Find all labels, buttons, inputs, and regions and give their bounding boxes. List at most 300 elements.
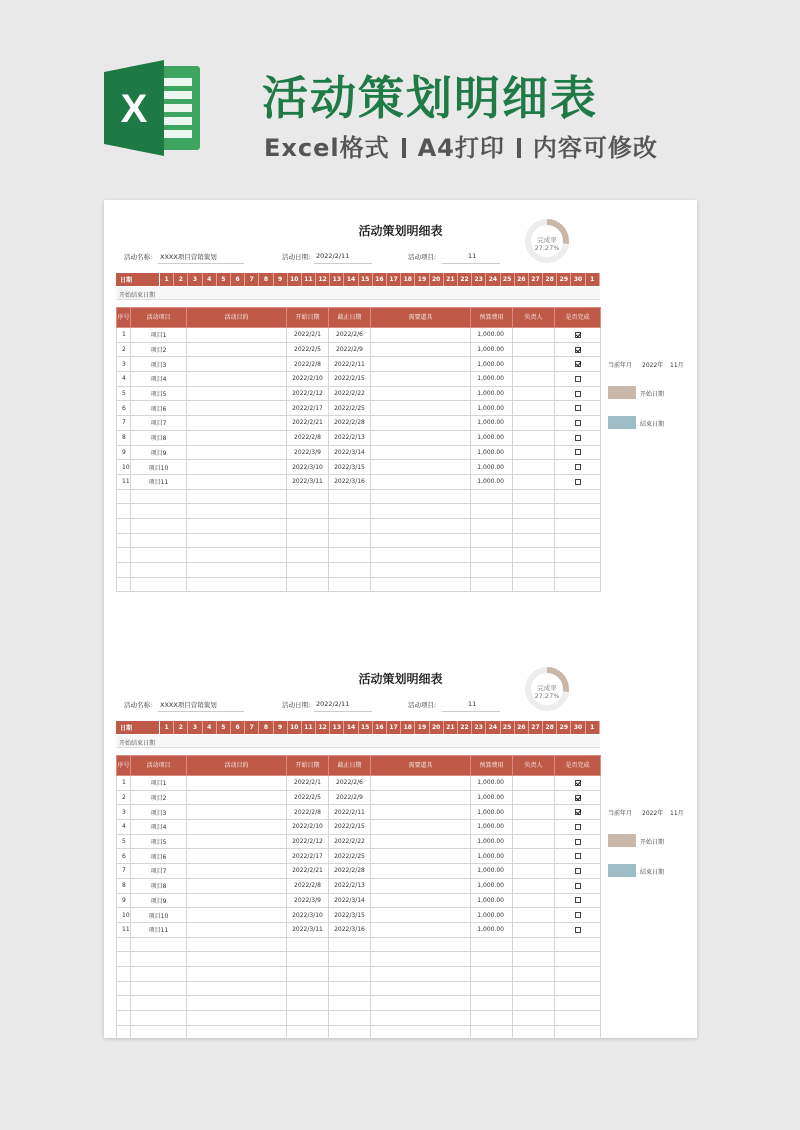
empty-cell[interactable] — [329, 966, 371, 981]
unchecked-checkbox-icon[interactable] — [575, 897, 581, 903]
row-budget[interactable]: 1,000.00 — [471, 776, 513, 791]
row-props[interactable] — [371, 445, 471, 460]
row-item[interactable]: 项目10 — [131, 460, 187, 475]
empty-cell[interactable] — [187, 504, 287, 519]
row-props[interactable] — [371, 474, 471, 489]
empty-cell[interactable] — [329, 1011, 371, 1026]
empty-cell[interactable] — [371, 1011, 471, 1026]
empty-cell[interactable] — [555, 1011, 601, 1026]
row-budget[interactable]: 1,000.00 — [471, 328, 513, 343]
empty-cell[interactable] — [555, 548, 601, 563]
empty-cell[interactable] — [287, 489, 329, 504]
empty-cell[interactable] — [287, 518, 329, 533]
empty-cell[interactable] — [117, 952, 131, 967]
empty-cell[interactable] — [187, 577, 287, 592]
row-props[interactable] — [371, 790, 471, 805]
checked-checkbox-icon[interactable] — [575, 361, 581, 367]
empty-cell[interactable] — [287, 577, 329, 592]
row-item[interactable]: 项目9 — [131, 445, 187, 460]
unchecked-checkbox-icon[interactable] — [575, 883, 581, 889]
row-start-date[interactable]: 2022/3/10 — [287, 460, 329, 475]
empty-cell[interactable] — [187, 489, 287, 504]
unchecked-checkbox-icon[interactable] — [575, 824, 581, 830]
row-budget[interactable]: 1,000.00 — [471, 878, 513, 893]
empty-cell[interactable] — [117, 981, 131, 996]
row-purpose[interactable] — [187, 342, 287, 357]
empty-cell[interactable] — [131, 1025, 187, 1040]
row-purpose[interactable] — [187, 805, 287, 820]
empty-cell[interactable] — [131, 548, 187, 563]
row-purpose[interactable] — [187, 401, 287, 416]
row-item[interactable]: 项目8 — [131, 878, 187, 893]
empty-cell[interactable] — [329, 518, 371, 533]
empty-cell[interactable] — [513, 966, 555, 981]
row-owner[interactable] — [513, 416, 555, 431]
empty-cell[interactable] — [287, 533, 329, 548]
unchecked-checkbox-icon[interactable] — [575, 853, 581, 859]
row-owner[interactable] — [513, 776, 555, 791]
row-item[interactable]: 项目4 — [131, 372, 187, 387]
empty-cell[interactable] — [329, 981, 371, 996]
empty-cell[interactable] — [187, 996, 287, 1011]
row-end-date[interactable]: 2022/3/15 — [329, 460, 371, 475]
row-owner[interactable] — [513, 864, 555, 879]
unchecked-checkbox-icon[interactable] — [575, 391, 581, 397]
empty-cell[interactable] — [287, 1011, 329, 1026]
row-start-date[interactable]: 2022/2/21 — [287, 864, 329, 879]
row-end-date[interactable]: 2022/2/15 — [329, 372, 371, 387]
unchecked-checkbox-icon[interactable] — [575, 927, 581, 933]
row-owner[interactable] — [513, 474, 555, 489]
row-purpose[interactable] — [187, 864, 287, 879]
empty-cell[interactable] — [117, 489, 131, 504]
empty-cell[interactable] — [187, 966, 287, 981]
row-budget[interactable]: 1,000.00 — [471, 416, 513, 431]
empty-cell[interactable] — [329, 952, 371, 967]
empty-cell[interactable] — [371, 548, 471, 563]
empty-cell[interactable] — [471, 996, 513, 1011]
row-purpose[interactable] — [187, 430, 287, 445]
row-owner[interactable] — [513, 342, 555, 357]
row-end-date[interactable]: 2022/3/16 — [329, 922, 371, 937]
empty-cell[interactable] — [471, 1011, 513, 1026]
row-start-date[interactable]: 2022/2/8 — [287, 357, 329, 372]
empty-cell[interactable] — [513, 504, 555, 519]
row-purpose[interactable] — [187, 386, 287, 401]
row-item[interactable]: 项目2 — [131, 342, 187, 357]
unchecked-checkbox-icon[interactable] — [575, 420, 581, 426]
empty-cell[interactable] — [287, 966, 329, 981]
row-props[interactable] — [371, 908, 471, 923]
row-owner[interactable] — [513, 445, 555, 460]
empty-cell[interactable] — [187, 563, 287, 578]
empty-cell[interactable] — [131, 937, 187, 952]
checked-checkbox-icon[interactable] — [575, 780, 581, 786]
row-end-date[interactable]: 2022/2/22 — [329, 834, 371, 849]
empty-cell[interactable] — [329, 533, 371, 548]
row-owner[interactable] — [513, 820, 555, 835]
checked-checkbox-icon[interactable] — [575, 347, 581, 353]
row-item[interactable]: 项目3 — [131, 805, 187, 820]
empty-cell[interactable] — [513, 548, 555, 563]
row-start-date[interactable]: 2022/2/17 — [287, 401, 329, 416]
empty-cell[interactable] — [287, 1025, 329, 1040]
empty-cell[interactable] — [555, 952, 601, 967]
row-item[interactable]: 项目1 — [131, 328, 187, 343]
row-end-date[interactable]: 2022/2/9 — [329, 342, 371, 357]
row-start-date[interactable]: 2022/2/10 — [287, 820, 329, 835]
row-purpose[interactable] — [187, 922, 287, 937]
row-end-date[interactable]: 2022/2/25 — [329, 849, 371, 864]
empty-cell[interactable] — [117, 937, 131, 952]
empty-cell[interactable] — [371, 996, 471, 1011]
empty-cell[interactable] — [555, 533, 601, 548]
unchecked-checkbox-icon[interactable] — [575, 479, 581, 485]
empty-cell[interactable] — [371, 563, 471, 578]
empty-cell[interactable] — [555, 504, 601, 519]
empty-cell[interactable] — [287, 563, 329, 578]
row-owner[interactable] — [513, 878, 555, 893]
row-end-date[interactable]: 2022/3/14 — [329, 893, 371, 908]
row-props[interactable] — [371, 357, 471, 372]
row-props[interactable] — [371, 328, 471, 343]
row-item[interactable]: 项目3 — [131, 357, 187, 372]
row-start-date[interactable]: 2022/3/9 — [287, 445, 329, 460]
unchecked-checkbox-icon[interactable] — [575, 405, 581, 411]
empty-cell[interactable] — [187, 937, 287, 952]
row-start-date[interactable]: 2022/2/5 — [287, 342, 329, 357]
empty-cell[interactable] — [329, 1025, 371, 1040]
row-owner[interactable] — [513, 805, 555, 820]
row-item[interactable]: 项目8 — [131, 430, 187, 445]
empty-cell[interactable] — [513, 577, 555, 592]
empty-cell[interactable] — [555, 937, 601, 952]
row-item[interactable]: 项目7 — [131, 416, 187, 431]
row-item[interactable]: 项目11 — [131, 922, 187, 937]
empty-cell[interactable] — [555, 981, 601, 996]
row-budget[interactable]: 1,000.00 — [471, 820, 513, 835]
row-purpose[interactable] — [187, 474, 287, 489]
row-purpose[interactable] — [187, 893, 287, 908]
row-owner[interactable] — [513, 401, 555, 416]
row-start-date[interactable]: 2022/2/12 — [287, 834, 329, 849]
empty-cell[interactable] — [329, 548, 371, 563]
empty-cell[interactable] — [329, 563, 371, 578]
empty-cell[interactable] — [371, 504, 471, 519]
empty-cell[interactable] — [117, 533, 131, 548]
row-item[interactable]: 项目2 — [131, 790, 187, 805]
row-budget[interactable]: 1,000.00 — [471, 430, 513, 445]
row-budget[interactable]: 1,000.00 — [471, 864, 513, 879]
row-item[interactable]: 项目10 — [131, 908, 187, 923]
empty-cell[interactable] — [555, 966, 601, 981]
row-end-date[interactable]: 2022/2/9 — [329, 790, 371, 805]
row-purpose[interactable] — [187, 834, 287, 849]
row-end-date[interactable]: 2022/3/16 — [329, 474, 371, 489]
row-end-date[interactable]: 2022/2/28 — [329, 416, 371, 431]
row-props[interactable] — [371, 342, 471, 357]
row-props[interactable] — [371, 776, 471, 791]
empty-cell[interactable] — [131, 577, 187, 592]
row-start-date[interactable]: 2022/2/8 — [287, 430, 329, 445]
row-start-date[interactable]: 2022/2/1 — [287, 328, 329, 343]
empty-cell[interactable] — [371, 966, 471, 981]
empty-cell[interactable] — [329, 996, 371, 1011]
empty-cell[interactable] — [287, 937, 329, 952]
row-budget[interactable]: 1,000.00 — [471, 401, 513, 416]
empty-cell[interactable] — [329, 504, 371, 519]
empty-cell[interactable] — [131, 489, 187, 504]
empty-cell[interactable] — [287, 548, 329, 563]
empty-cell[interactable] — [131, 952, 187, 967]
empty-cell[interactable] — [471, 563, 513, 578]
empty-cell[interactable] — [471, 937, 513, 952]
row-purpose[interactable] — [187, 416, 287, 431]
row-owner[interactable] — [513, 849, 555, 864]
empty-cell[interactable] — [187, 952, 287, 967]
row-purpose[interactable] — [187, 328, 287, 343]
row-budget[interactable]: 1,000.00 — [471, 790, 513, 805]
row-end-date[interactable]: 2022/3/14 — [329, 445, 371, 460]
empty-cell[interactable] — [471, 489, 513, 504]
row-props[interactable] — [371, 372, 471, 387]
checked-checkbox-icon[interactable] — [575, 795, 581, 801]
row-start-date[interactable]: 2022/2/17 — [287, 849, 329, 864]
empty-cell[interactable] — [513, 563, 555, 578]
row-props[interactable] — [371, 401, 471, 416]
empty-cell[interactable] — [131, 533, 187, 548]
row-item[interactable]: 项目1 — [131, 776, 187, 791]
row-end-date[interactable]: 2022/2/13 — [329, 430, 371, 445]
row-owner[interactable] — [513, 372, 555, 387]
row-item[interactable]: 项目6 — [131, 849, 187, 864]
row-props[interactable] — [371, 834, 471, 849]
empty-cell[interactable] — [117, 996, 131, 1011]
row-purpose[interactable] — [187, 849, 287, 864]
empty-cell[interactable] — [131, 1011, 187, 1026]
empty-cell[interactable] — [513, 1011, 555, 1026]
empty-cell[interactable] — [287, 504, 329, 519]
empty-cell[interactable] — [187, 1011, 287, 1026]
row-purpose[interactable] — [187, 357, 287, 372]
empty-cell[interactable] — [187, 981, 287, 996]
empty-cell[interactable] — [513, 952, 555, 967]
row-start-date[interactable]: 2022/2/12 — [287, 386, 329, 401]
row-end-date[interactable]: 2022/2/11 — [329, 357, 371, 372]
empty-cell[interactable] — [117, 504, 131, 519]
row-purpose[interactable] — [187, 908, 287, 923]
empty-cell[interactable] — [117, 548, 131, 563]
row-purpose[interactable] — [187, 820, 287, 835]
empty-cell[interactable] — [371, 489, 471, 504]
row-props[interactable] — [371, 805, 471, 820]
row-end-date[interactable]: 2022/2/6 — [329, 776, 371, 791]
empty-cell[interactable] — [513, 533, 555, 548]
empty-cell[interactable] — [287, 996, 329, 1011]
row-purpose[interactable] — [187, 445, 287, 460]
row-purpose[interactable] — [187, 878, 287, 893]
row-start-date[interactable]: 2022/3/11 — [287, 474, 329, 489]
unchecked-checkbox-icon[interactable] — [575, 376, 581, 382]
unchecked-checkbox-icon[interactable] — [575, 435, 581, 441]
row-props[interactable] — [371, 849, 471, 864]
row-item[interactable]: 项目5 — [131, 834, 187, 849]
empty-cell[interactable] — [513, 489, 555, 504]
row-owner[interactable] — [513, 357, 555, 372]
empty-cell[interactable] — [371, 937, 471, 952]
empty-cell[interactable] — [471, 577, 513, 592]
row-purpose[interactable] — [187, 372, 287, 387]
empty-cell[interactable] — [131, 966, 187, 981]
row-purpose[interactable] — [187, 460, 287, 475]
row-start-date[interactable]: 2022/2/10 — [287, 372, 329, 387]
row-props[interactable] — [371, 820, 471, 835]
row-props[interactable] — [371, 922, 471, 937]
row-start-date[interactable]: 2022/2/5 — [287, 790, 329, 805]
row-item[interactable]: 项目9 — [131, 893, 187, 908]
row-owner[interactable] — [513, 893, 555, 908]
empty-cell[interactable] — [187, 1025, 287, 1040]
empty-cell[interactable] — [471, 533, 513, 548]
empty-cell[interactable] — [329, 937, 371, 952]
empty-cell[interactable] — [471, 966, 513, 981]
empty-cell[interactable] — [131, 996, 187, 1011]
empty-cell[interactable] — [555, 518, 601, 533]
row-owner[interactable] — [513, 922, 555, 937]
checked-checkbox-icon[interactable] — [575, 332, 581, 338]
row-props[interactable] — [371, 460, 471, 475]
row-owner[interactable] — [513, 790, 555, 805]
row-item[interactable]: 项目4 — [131, 820, 187, 835]
empty-cell[interactable] — [513, 937, 555, 952]
row-owner[interactable] — [513, 460, 555, 475]
row-start-date[interactable]: 2022/3/11 — [287, 922, 329, 937]
row-end-date[interactable]: 2022/2/28 — [329, 864, 371, 879]
row-budget[interactable]: 1,000.00 — [471, 372, 513, 387]
row-item[interactable]: 项目7 — [131, 864, 187, 879]
row-end-date[interactable]: 2022/2/11 — [329, 805, 371, 820]
empty-cell[interactable] — [555, 577, 601, 592]
empty-cell[interactable] — [513, 981, 555, 996]
empty-cell[interactable] — [117, 1025, 131, 1040]
empty-cell[interactable] — [371, 577, 471, 592]
empty-cell[interactable] — [471, 504, 513, 519]
row-item[interactable]: 项目11 — [131, 474, 187, 489]
empty-cell[interactable] — [471, 548, 513, 563]
row-owner[interactable] — [513, 386, 555, 401]
row-end-date[interactable]: 2022/2/6 — [329, 328, 371, 343]
empty-cell[interactable] — [117, 577, 131, 592]
row-budget[interactable]: 1,000.00 — [471, 908, 513, 923]
row-item[interactable]: 项目6 — [131, 401, 187, 416]
row-props[interactable] — [371, 893, 471, 908]
row-owner[interactable] — [513, 430, 555, 445]
row-budget[interactable]: 1,000.00 — [471, 805, 513, 820]
row-props[interactable] — [371, 386, 471, 401]
unchecked-checkbox-icon[interactable] — [575, 464, 581, 470]
empty-cell[interactable] — [117, 563, 131, 578]
row-budget[interactable]: 1,000.00 — [471, 474, 513, 489]
row-item[interactable]: 项目5 — [131, 386, 187, 401]
empty-cell[interactable] — [287, 981, 329, 996]
row-props[interactable] — [371, 416, 471, 431]
empty-cell[interactable] — [371, 952, 471, 967]
row-start-date[interactable]: 2022/2/1 — [287, 776, 329, 791]
row-budget[interactable]: 1,000.00 — [471, 445, 513, 460]
empty-cell[interactable] — [513, 1025, 555, 1040]
row-end-date[interactable]: 2022/2/13 — [329, 878, 371, 893]
checked-checkbox-icon[interactable] — [575, 809, 581, 815]
empty-cell[interactable] — [131, 563, 187, 578]
row-budget[interactable]: 1,000.00 — [471, 386, 513, 401]
empty-cell[interactable] — [471, 1025, 513, 1040]
row-start-date[interactable]: 2022/2/21 — [287, 416, 329, 431]
empty-cell[interactable] — [187, 533, 287, 548]
row-budget[interactable]: 1,000.00 — [471, 357, 513, 372]
row-budget[interactable]: 1,000.00 — [471, 460, 513, 475]
empty-cell[interactable] — [371, 533, 471, 548]
unchecked-checkbox-icon[interactable] — [575, 839, 581, 845]
row-budget[interactable]: 1,000.00 — [471, 342, 513, 357]
empty-cell[interactable] — [117, 518, 131, 533]
unchecked-checkbox-icon[interactable] — [575, 868, 581, 874]
empty-cell[interactable] — [555, 563, 601, 578]
empty-cell[interactable] — [187, 548, 287, 563]
row-props[interactable] — [371, 430, 471, 445]
empty-cell[interactable] — [329, 577, 371, 592]
empty-cell[interactable] — [513, 518, 555, 533]
empty-cell[interactable] — [287, 952, 329, 967]
row-end-date[interactable]: 2022/2/25 — [329, 401, 371, 416]
empty-cell[interactable] — [131, 504, 187, 519]
row-purpose[interactable] — [187, 776, 287, 791]
row-budget[interactable]: 1,000.00 — [471, 849, 513, 864]
row-start-date[interactable]: 2022/3/10 — [287, 908, 329, 923]
row-props[interactable] — [371, 864, 471, 879]
empty-cell[interactable] — [555, 489, 601, 504]
row-purpose[interactable] — [187, 790, 287, 805]
row-end-date[interactable]: 2022/2/22 — [329, 386, 371, 401]
empty-cell[interactable] — [371, 981, 471, 996]
row-start-date[interactable]: 2022/3/9 — [287, 893, 329, 908]
row-budget[interactable]: 1,000.00 — [471, 893, 513, 908]
row-owner[interactable] — [513, 834, 555, 849]
row-start-date[interactable]: 2022/2/8 — [287, 805, 329, 820]
row-props[interactable] — [371, 878, 471, 893]
empty-cell[interactable] — [471, 981, 513, 996]
empty-cell[interactable] — [371, 518, 471, 533]
empty-cell[interactable] — [117, 966, 131, 981]
empty-cell[interactable] — [555, 996, 601, 1011]
row-start-date[interactable]: 2022/2/8 — [287, 878, 329, 893]
empty-cell[interactable] — [371, 1025, 471, 1040]
empty-cell[interactable] — [471, 952, 513, 967]
row-end-date[interactable]: 2022/3/15 — [329, 908, 371, 923]
row-budget[interactable]: 1,000.00 — [471, 834, 513, 849]
row-owner[interactable] — [513, 908, 555, 923]
row-owner[interactable] — [513, 328, 555, 343]
unchecked-checkbox-icon[interactable] — [575, 449, 581, 455]
empty-cell[interactable] — [187, 518, 287, 533]
empty-cell[interactable] — [471, 518, 513, 533]
row-end-date[interactable]: 2022/2/15 — [329, 820, 371, 835]
empty-cell[interactable] — [513, 996, 555, 1011]
empty-cell[interactable] — [329, 489, 371, 504]
empty-cell[interactable] — [117, 1011, 131, 1026]
row-budget[interactable]: 1,000.00 — [471, 922, 513, 937]
empty-cell[interactable] — [131, 518, 187, 533]
unchecked-checkbox-icon[interactable] — [575, 912, 581, 918]
